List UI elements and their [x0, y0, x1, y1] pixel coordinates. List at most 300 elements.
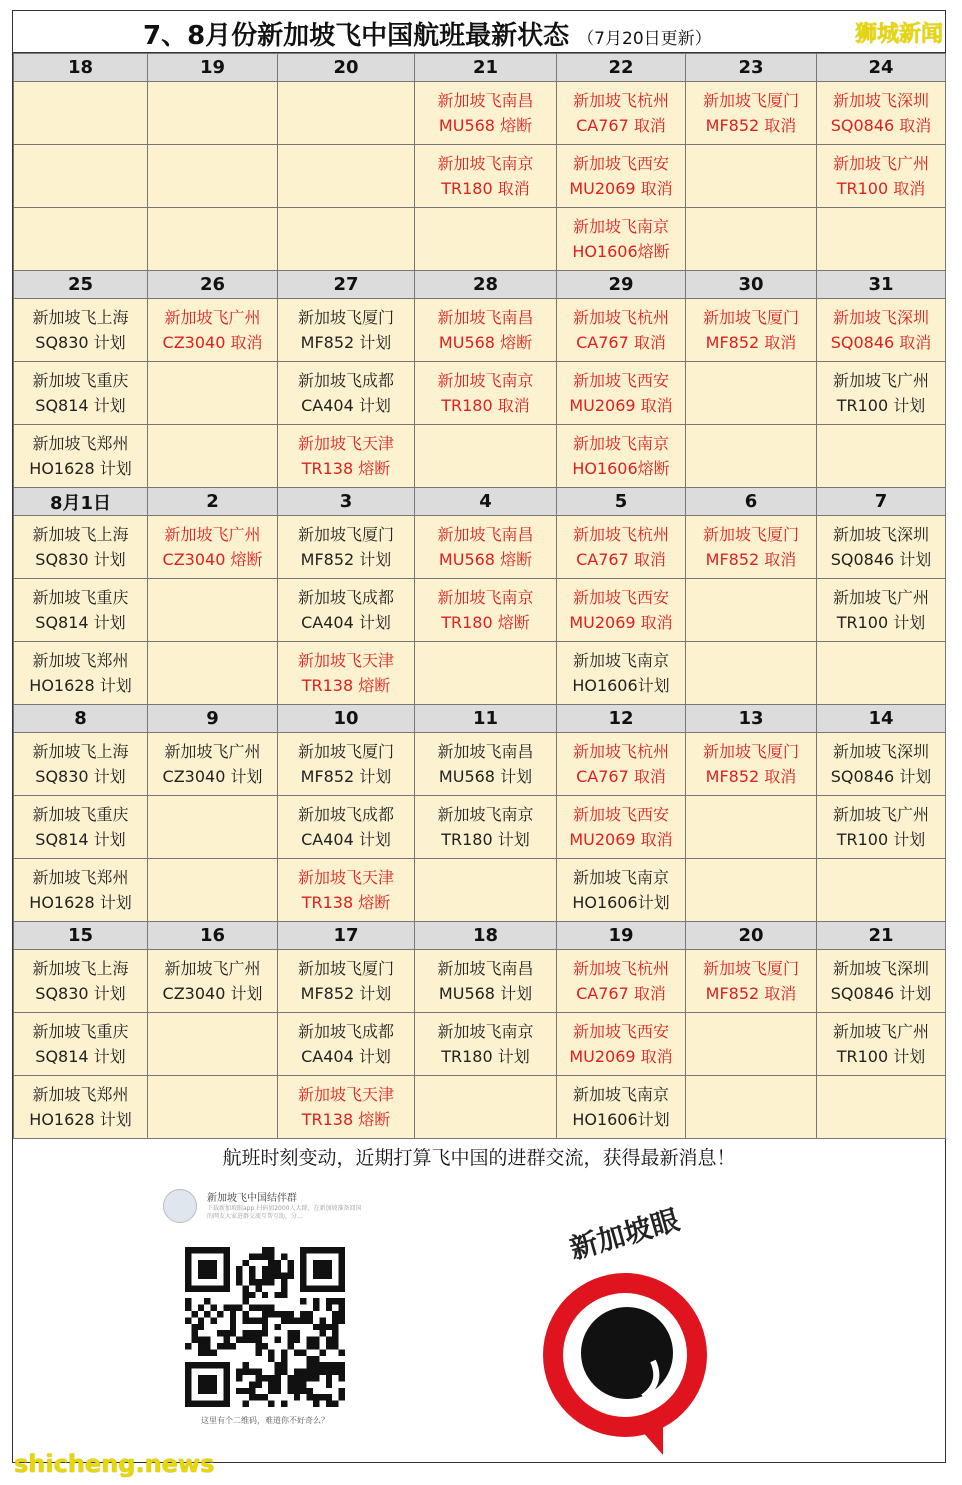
- flight-route: 新加坡飞厦门: [702, 959, 799, 978]
- flight-cell: [817, 796, 946, 859]
- flight-route: 新加坡飞南京: [572, 434, 669, 453]
- empty-cell: [148, 1013, 278, 1076]
- week-header-row: [14, 271, 946, 299]
- flight-route: 新加坡飞深圳: [832, 742, 929, 761]
- flight-cell: [14, 579, 148, 642]
- flight-status: MU568 计划: [438, 767, 533, 786]
- flight-status: SQ830 计划: [35, 550, 126, 569]
- flight-cell: [557, 859, 686, 922]
- flight-route: 新加坡飞厦门: [702, 91, 799, 110]
- day-header: 21: [817, 922, 946, 950]
- flight-route: 新加坡飞郑州: [32, 1085, 129, 1104]
- flight-route: 新加坡飞重庆: [32, 805, 129, 824]
- empty-cell: [415, 425, 557, 488]
- flight-row: [14, 82, 946, 145]
- flight-route: 新加坡飞广州: [832, 371, 929, 390]
- footer-message: 航班时刻变动，近期打算飞中国的进群交流，获得最新消息！: [222, 1147, 736, 1169]
- day-header: 17: [278, 922, 415, 950]
- flight-route: 新加坡飞广州: [832, 805, 929, 824]
- flight-cell: [278, 950, 415, 1013]
- flight-cell: [817, 1013, 946, 1076]
- flight-route: 新加坡飞南昌: [437, 308, 534, 327]
- flight-status: CA404 计划: [301, 396, 391, 415]
- flight-cell: [278, 642, 415, 705]
- flight-cell: [686, 516, 817, 579]
- flight-route: 新加坡飞西安: [572, 154, 669, 173]
- flight-cell: [415, 733, 557, 796]
- flight-route: 新加坡飞重庆: [32, 588, 129, 607]
- flight-cell: [14, 362, 148, 425]
- flight-route: 新加坡飞南昌: [437, 91, 534, 110]
- flight-status: HO1606熔断: [572, 242, 670, 261]
- flight-status: SQ814 计划: [35, 396, 126, 415]
- flight-status: MU568 计划: [438, 984, 533, 1003]
- flight-route: 新加坡飞重庆: [32, 1022, 129, 1041]
- flight-status: MF852 取消: [705, 550, 797, 569]
- empty-cell: [14, 145, 148, 208]
- week-header-row: [14, 54, 946, 82]
- day-header: 14: [817, 705, 946, 733]
- flight-status: HO1606熔断: [572, 459, 670, 478]
- empty-cell: [148, 362, 278, 425]
- week-header-row: [14, 488, 946, 516]
- flight-route: 新加坡飞厦门: [702, 742, 799, 761]
- flight-row: [14, 208, 946, 271]
- flight-status: MF852 计划: [300, 333, 392, 352]
- flight-status: SQ814 计划: [35, 1047, 126, 1066]
- day-header: 12: [557, 705, 686, 733]
- day-header: 10: [278, 705, 415, 733]
- flight-cell: [415, 796, 557, 859]
- flight-route: 新加坡飞郑州: [32, 651, 129, 670]
- day-header: 27: [278, 271, 415, 299]
- week-header-row: [14, 922, 946, 950]
- day-header: 9: [148, 705, 278, 733]
- flight-route: 新加坡飞深圳: [832, 91, 929, 110]
- flight-status: TR100 取消: [836, 179, 926, 198]
- flight-status: CA404 计划: [301, 830, 391, 849]
- flight-route: 新加坡飞南京: [437, 154, 534, 173]
- flight-status: MU2069 取消: [569, 179, 673, 198]
- flight-route: 新加坡飞杭州: [572, 742, 669, 761]
- flight-cell: [557, 299, 686, 362]
- empty-cell: [148, 208, 278, 271]
- flight-route: 新加坡飞厦门: [297, 525, 394, 544]
- flight-route: 新加坡飞西安: [572, 1022, 669, 1041]
- flight-status: MF852 取消: [705, 767, 797, 786]
- empty-cell: [686, 362, 817, 425]
- flight-cell: [278, 425, 415, 488]
- empty-cell: [278, 145, 415, 208]
- flight-status: MU2069 取消: [569, 830, 673, 849]
- flight-route: 新加坡飞广州: [832, 588, 929, 607]
- flight-status: MF852 计划: [300, 984, 392, 1003]
- flight-status: HO1606计划: [572, 676, 670, 695]
- day-header: 16: [148, 922, 278, 950]
- flight-status: SQ830 计划: [35, 333, 126, 352]
- flight-cell: [557, 516, 686, 579]
- flight-status: SQ830 计划: [35, 984, 126, 1003]
- week-header-row: [14, 705, 946, 733]
- flight-route: 新加坡飞南京: [572, 1085, 669, 1104]
- day-header: 4: [415, 488, 557, 516]
- flight-route: 新加坡飞天津: [297, 868, 394, 887]
- flight-route: 新加坡飞天津: [297, 651, 394, 670]
- flight-row: [14, 579, 946, 642]
- flight-cell: [278, 1076, 415, 1139]
- day-header: 3: [278, 488, 415, 516]
- flight-status: TR180 熔断: [441, 613, 530, 632]
- qr-caption: 这里有个二维码，难道你不好奇么？: [201, 1416, 329, 1425]
- empty-cell: [686, 425, 817, 488]
- empty-cell: [686, 642, 817, 705]
- flight-status: SQ814 计划: [35, 613, 126, 632]
- flight-status: CA767 取消: [576, 984, 666, 1003]
- flight-cell: [14, 1013, 148, 1076]
- empty-cell: [14, 82, 148, 145]
- flight-route: 新加坡飞南昌: [437, 959, 534, 978]
- flight-cell: [14, 796, 148, 859]
- qr-code-icon: [185, 1247, 345, 1407]
- flight-status: SQ0846 取消: [830, 333, 932, 352]
- flight-route: 新加坡飞成都: [297, 805, 394, 824]
- day-header: 5: [557, 488, 686, 516]
- day-header: 20: [278, 54, 415, 82]
- flight-route: 新加坡飞南京: [437, 1022, 534, 1041]
- flight-cell: [14, 299, 148, 362]
- empty-cell: [686, 1013, 817, 1076]
- group-card: [163, 1183, 373, 1243]
- empty-cell: [686, 579, 817, 642]
- group-name: 新加坡飞中国结伴群: [207, 1193, 297, 1204]
- empty-cell: [415, 859, 557, 922]
- flight-route: 新加坡飞杭州: [572, 959, 669, 978]
- flight-status: CA404 计划: [301, 1047, 391, 1066]
- empty-cell: [686, 796, 817, 859]
- flight-cell: [415, 299, 557, 362]
- day-header: 26: [148, 271, 278, 299]
- flight-route: 新加坡飞广州: [164, 959, 261, 978]
- flight-cell: [557, 82, 686, 145]
- flight-route: 新加坡飞重庆: [32, 371, 129, 390]
- flight-cell: [14, 859, 148, 922]
- flight-cell: [557, 145, 686, 208]
- flight-route: 新加坡飞天津: [297, 434, 394, 453]
- flight-route: 新加坡飞厦门: [297, 742, 394, 761]
- day-header: 15: [14, 922, 148, 950]
- flight-row: [14, 516, 946, 579]
- day-header: 25: [14, 271, 148, 299]
- flight-cell: [686, 733, 817, 796]
- flight-status: MF852 取消: [705, 333, 797, 352]
- flight-cell: [817, 362, 946, 425]
- logo: [513, 1193, 743, 1463]
- flight-route: 新加坡飞上海: [32, 308, 129, 327]
- flight-status: TR138 熔断: [301, 1110, 391, 1129]
- flight-cell: [557, 208, 686, 271]
- logo-text: 新加坡眼: [566, 1203, 683, 1266]
- flight-route: 新加坡飞厦门: [702, 525, 799, 544]
- day-header: 13: [686, 705, 817, 733]
- flight-cell: [148, 516, 278, 579]
- flight-route: 新加坡飞天津: [297, 1085, 394, 1104]
- day-header: 29: [557, 271, 686, 299]
- flight-route: 新加坡飞成都: [297, 588, 394, 607]
- flight-route: 新加坡飞西安: [572, 805, 669, 824]
- flight-row: [14, 859, 946, 922]
- flight-cell: [557, 796, 686, 859]
- flight-cell: [14, 516, 148, 579]
- flight-route: 新加坡飞南京: [437, 371, 534, 390]
- flight-cell: [817, 82, 946, 145]
- day-header: 6: [686, 488, 817, 516]
- flight-route: 新加坡飞西安: [572, 588, 669, 607]
- flight-status: CA767 取消: [576, 116, 666, 135]
- flight-cell: [415, 82, 557, 145]
- flight-cell: [557, 362, 686, 425]
- flight-cell: [278, 362, 415, 425]
- flight-status: SQ0846 计划: [830, 767, 932, 786]
- flight-cell: [817, 516, 946, 579]
- empty-cell: [14, 208, 148, 271]
- flight-cell: [557, 1076, 686, 1139]
- flight-route: 新加坡飞深圳: [832, 308, 929, 327]
- flight-cell: [557, 642, 686, 705]
- empty-cell: [686, 859, 817, 922]
- flight-status: CA767 取消: [576, 550, 666, 569]
- flight-cell: [14, 1076, 148, 1139]
- empty-cell: [686, 208, 817, 271]
- flight-route: 新加坡飞杭州: [572, 91, 669, 110]
- flight-cell: [557, 425, 686, 488]
- flight-status: CZ3040 熔断: [162, 550, 263, 569]
- day-header: 30: [686, 271, 817, 299]
- flight-cell: [686, 82, 817, 145]
- day-header: 18: [14, 54, 148, 82]
- flight-cell: [148, 299, 278, 362]
- flight-route: 新加坡飞深圳: [832, 525, 929, 544]
- flight-row: [14, 299, 946, 362]
- flight-route: 新加坡飞广州: [832, 1022, 929, 1041]
- empty-cell: [415, 1076, 557, 1139]
- flight-row: [14, 1013, 946, 1076]
- flight-status: MU568 熔断: [438, 550, 533, 569]
- flight-status: TR100 计划: [836, 613, 926, 632]
- empty-cell: [148, 796, 278, 859]
- flight-row: [14, 425, 946, 488]
- flight-cell: [415, 145, 557, 208]
- flight-cell: [278, 1013, 415, 1076]
- flight-status: SQ0846 取消: [830, 116, 932, 135]
- flight-row: [14, 145, 946, 208]
- flight-cell: [278, 859, 415, 922]
- flight-cell: [817, 733, 946, 796]
- flight-route: 新加坡飞杭州: [572, 308, 669, 327]
- flight-cell: [148, 950, 278, 1013]
- flight-status: CA404 计划: [301, 613, 391, 632]
- flight-route: 新加坡飞南昌: [437, 742, 534, 761]
- flight-cell: [415, 1013, 557, 1076]
- flight-route: 新加坡飞杭州: [572, 525, 669, 544]
- flight-status: HO1606计划: [572, 893, 670, 912]
- flight-row: [14, 1076, 946, 1139]
- flight-cell: [415, 950, 557, 1013]
- empty-cell: [415, 208, 557, 271]
- flight-cell: [817, 145, 946, 208]
- flight-cell: [557, 579, 686, 642]
- empty-cell: [148, 642, 278, 705]
- flight-route: 新加坡飞厦门: [297, 959, 394, 978]
- empty-cell: [686, 1076, 817, 1139]
- day-header: 28: [415, 271, 557, 299]
- flight-row: [14, 362, 946, 425]
- flight-status: HO1628 计划: [29, 893, 132, 912]
- flight-route: 新加坡飞厦门: [297, 308, 394, 327]
- empty-cell: [817, 859, 946, 922]
- group-avatar: [163, 1189, 197, 1223]
- day-header: 7: [817, 488, 946, 516]
- day-header: 8月1日: [14, 488, 148, 516]
- flight-status: MU2069 取消: [569, 613, 673, 632]
- flight-route: 新加坡飞成都: [297, 371, 394, 390]
- group-description: 下载新加坡眼app 扫码加2000人大群，在新加坡准备回国的网友大家进群交流互帮互助，分...: [207, 1205, 362, 1220]
- flight-cell: [817, 579, 946, 642]
- flight-row: [14, 950, 946, 1013]
- flight-route: 新加坡飞厦门: [702, 308, 799, 327]
- empty-cell: [817, 1076, 946, 1139]
- flight-route: 新加坡飞郑州: [32, 868, 129, 887]
- flight-row: [14, 796, 946, 859]
- day-header: 24: [817, 54, 946, 82]
- flight-cell: [14, 425, 148, 488]
- flight-cell: [14, 642, 148, 705]
- flight-calendar: [13, 53, 946, 1139]
- flight-status: TR180 取消: [441, 179, 530, 198]
- flight-status: MU2069 取消: [569, 396, 673, 415]
- flight-cell: [557, 1013, 686, 1076]
- flight-route: 新加坡飞广州: [164, 308, 261, 327]
- empty-cell: [148, 1076, 278, 1139]
- day-header: 2: [148, 488, 278, 516]
- empty-cell: [817, 642, 946, 705]
- page-title: [143, 15, 712, 52]
- flight-cell: [278, 733, 415, 796]
- day-header: 31: [817, 271, 946, 299]
- empty-cell: [148, 425, 278, 488]
- day-header: 21: [415, 54, 557, 82]
- empty-cell: [686, 145, 817, 208]
- empty-cell: [817, 425, 946, 488]
- flight-cell: [817, 299, 946, 362]
- flight-status: HO1628 计划: [29, 1110, 132, 1129]
- flight-cell: [686, 950, 817, 1013]
- flight-status: MU568 熔断: [438, 333, 533, 352]
- flight-route: 新加坡飞深圳: [832, 959, 929, 978]
- site-watermark: shicheng.news: [14, 1450, 215, 1478]
- empty-cell: [278, 82, 415, 145]
- flight-cell: [557, 950, 686, 1013]
- flight-route: 新加坡飞广州: [832, 154, 929, 173]
- flight-status: TR100 计划: [836, 396, 926, 415]
- flight-status: SQ814 计划: [35, 830, 126, 849]
- flight-status: TR138 熔断: [301, 893, 391, 912]
- flight-cell: [148, 733, 278, 796]
- flight-cell: [817, 950, 946, 1013]
- flight-status: TR100 计划: [836, 1047, 926, 1066]
- flight-cell: [557, 733, 686, 796]
- flight-status: TR138 熔断: [301, 676, 391, 695]
- flight-status: CA767 取消: [576, 767, 666, 786]
- schedule-poster: [12, 10, 946, 1463]
- flight-route: 新加坡飞成都: [297, 1022, 394, 1041]
- flight-route: 新加坡飞上海: [32, 959, 129, 978]
- flight-cell: [278, 516, 415, 579]
- flight-status: MF852 计划: [300, 767, 392, 786]
- flight-status: HO1606计划: [572, 1110, 670, 1129]
- eye-logo-icon: [513, 1193, 743, 1463]
- flight-route: 新加坡飞南京: [437, 805, 534, 824]
- flight-row: [14, 733, 946, 796]
- flight-status: TR180 计划: [441, 1047, 530, 1066]
- flight-route: 新加坡飞南京: [572, 217, 669, 236]
- flight-route: 新加坡飞南京: [572, 651, 669, 670]
- flight-status: SQ830 计划: [35, 767, 126, 786]
- day-header: 11: [415, 705, 557, 733]
- flight-route: 新加坡飞上海: [32, 525, 129, 544]
- day-header: 23: [686, 54, 817, 82]
- flight-cell: [14, 950, 148, 1013]
- flight-status: MU568 熔断: [438, 116, 533, 135]
- day-header: 19: [148, 54, 278, 82]
- flight-route: 新加坡飞郑州: [32, 434, 129, 453]
- empty-cell: [278, 208, 415, 271]
- flight-status: MF852 取消: [705, 116, 797, 135]
- flight-status: TR100 计划: [836, 830, 926, 849]
- flight-cell: [278, 796, 415, 859]
- flight-route: 新加坡飞西安: [572, 371, 669, 390]
- day-header: 20: [686, 922, 817, 950]
- empty-cell: [415, 642, 557, 705]
- flight-route: 新加坡飞南昌: [437, 525, 534, 544]
- flight-cell: [415, 579, 557, 642]
- flight-status: HO1628 计划: [29, 676, 132, 695]
- update-note: （7月20日更新）: [577, 29, 712, 49]
- day-header: 22: [557, 54, 686, 82]
- flight-status: MF852 取消: [705, 984, 797, 1003]
- flight-status: SQ0846 计划: [830, 550, 932, 569]
- flight-cell: [415, 362, 557, 425]
- empty-cell: [817, 208, 946, 271]
- flight-cell: [14, 733, 148, 796]
- flight-route: 新加坡飞广州: [164, 742, 261, 761]
- flight-status: CZ3040 计划: [162, 767, 263, 786]
- flight-route: 新加坡飞南京: [437, 588, 534, 607]
- flight-cell: [415, 516, 557, 579]
- flight-status: CZ3040 计划: [162, 984, 263, 1003]
- empty-cell: [148, 859, 278, 922]
- flight-status: TR138 熔断: [301, 459, 391, 478]
- flight-route: 新加坡飞上海: [32, 742, 129, 761]
- title-row: [13, 11, 945, 53]
- flight-status: CA767 取消: [576, 333, 666, 352]
- flight-cell: [278, 579, 415, 642]
- flight-status: SQ0846 计划: [830, 984, 932, 1003]
- brand-label: 狮城新闻: [854, 22, 943, 47]
- flight-status: HO1628 计划: [29, 459, 132, 478]
- day-header: 8: [14, 705, 148, 733]
- flight-row: [14, 642, 946, 705]
- flight-cell: [278, 299, 415, 362]
